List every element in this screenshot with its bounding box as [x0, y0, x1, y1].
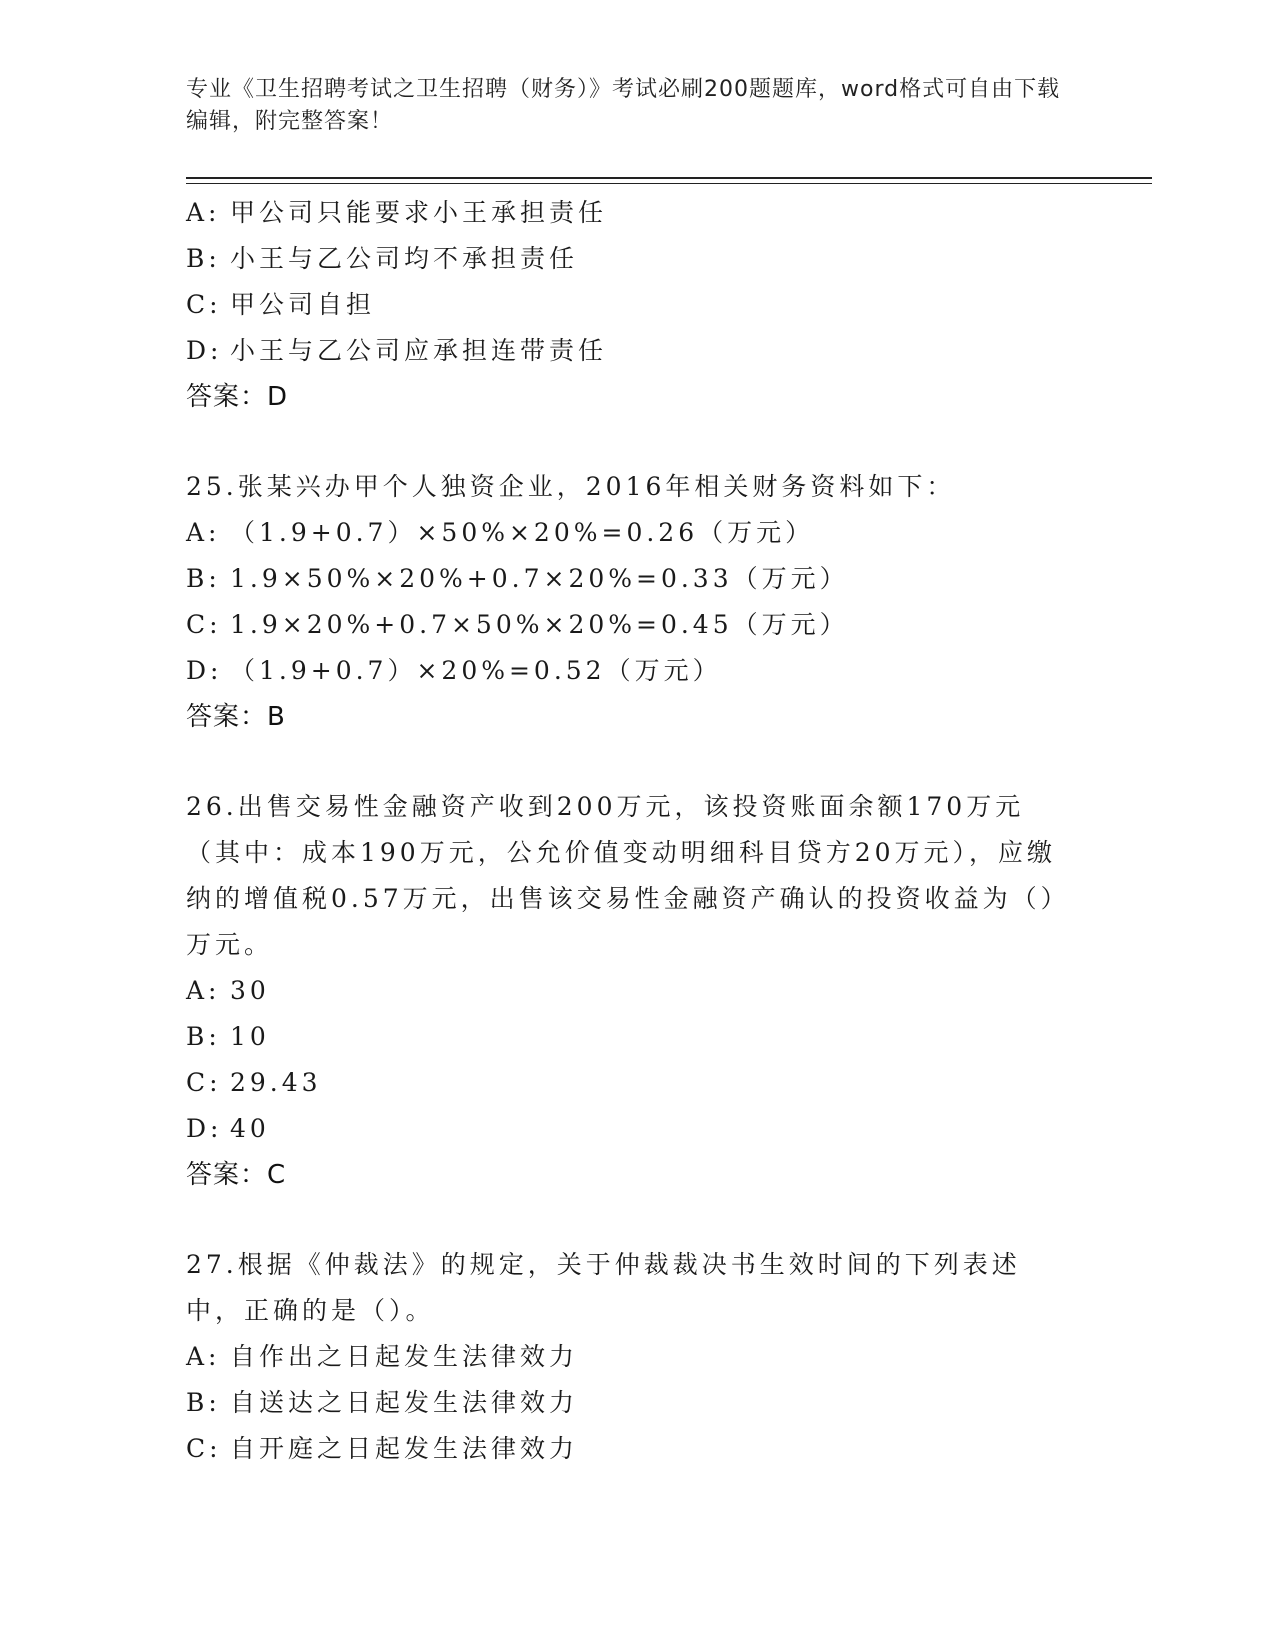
question-text: 27.根据《仲裁法》的规定，关于仲裁裁决书生效时间的下列表述中，正确的是（）。 — [186, 1250, 1021, 1325]
option-a: A: 自作出之日起发生法律效力 — [186, 1342, 579, 1371]
option-c: C: 1.9×20%+0.7×50%×20%=0.45（万元） — [186, 610, 849, 639]
option-b: B: 1.9×50%×20%+0.7×20%=0.33（万元） — [186, 564, 849, 593]
header-divider-thin — [186, 183, 1152, 184]
question-block — [186, 464, 1076, 740]
question-text: 25.张某兴办甲个人独资企业，2016年相关财务资料如下： — [186, 472, 956, 501]
option-c: C: 自开庭之日起发生法律效力 — [186, 1434, 579, 1463]
option-b: B: 自送达之日起发生法律效力 — [186, 1388, 579, 1417]
option-d: D: 小王与乙公司应承担连带责任 — [186, 336, 608, 365]
option-c: C: 甲公司自担 — [186, 290, 376, 319]
option-b: B: 10 — [186, 1022, 270, 1051]
answer-label: 答案：C — [186, 1160, 287, 1190]
option-a: A: 30 — [186, 976, 270, 1005]
answer-label: 答案：D — [186, 382, 289, 412]
header-divider-thick — [186, 177, 1152, 179]
option-d: D: （1.9+0.7）×20%=0.52（万元） — [186, 656, 722, 685]
option-a: A: 甲公司只能要求小王承担责任 — [186, 198, 608, 227]
question-text: 26.出售交易性金融资产收到200万元，该投资账面余额170万元（其中：成本190万元，公允价值变动明细科目贷方20万元），应缴纳的增值税0.57万元，出售该交易性金融资产确认的投资收益为（）万元。 — [186, 792, 1058, 959]
question-block — [186, 1242, 1076, 1472]
option-c: C: 29.43 — [186, 1068, 322, 1097]
question-block — [186, 784, 1076, 1198]
document-header: 专业《卫生招聘考试之卫生招聘（财务）》考试必刷200题题库，word格式可自由下载编辑，附完整答案！ — [186, 77, 1061, 134]
answer-label: 答案：B — [186, 702, 286, 732]
question-list — [186, 190, 1076, 1472]
option-b: B: 小王与乙公司均不承担责任 — [186, 244, 579, 273]
option-a: A: （1.9+0.7）×50%×20%=0.26（万元） — [186, 518, 815, 547]
option-d: D: 40 — [186, 1114, 270, 1143]
question-block — [186, 190, 1076, 420]
